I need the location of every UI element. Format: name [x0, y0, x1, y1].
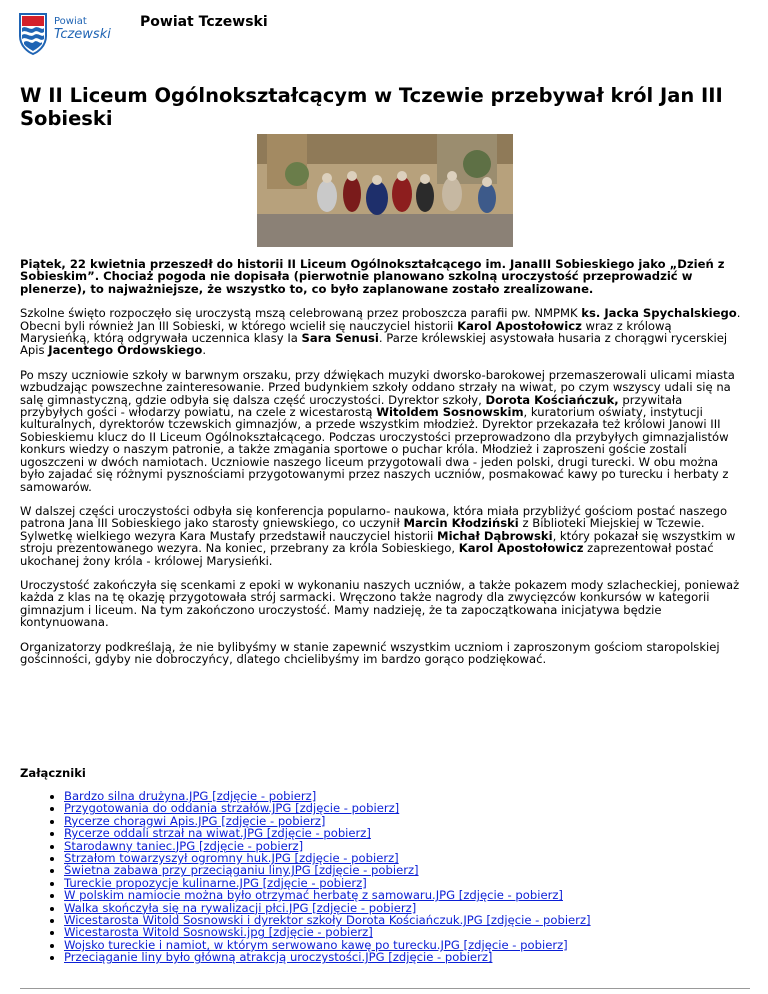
- article-lead: Piątek, 22 kwietnia przeszedł do historii II Liceum Ogólnokształcącego im. JanaIII Sobieskiego jako „Dzień z Sobieskim”. Chociaż pogoda nie dopisała (pierwotnie planowano szkolną uroczystość przeprowadzić w plenerze), to najważniejsze, że wszystko to, co było zaplanowane zostało zrealizowane.: [20, 257, 725, 296]
- paragraph-3: W dalszej części uroczystości odbyła się konferencja popularno- naukowa, która miała przybliżyć gościom postać naszego patrona Jana III Sobieskiego jako starosty gniewskiego, co uczynił Marcin Kłodziński z Biblioteki Miejskiej w Tczewie. Sylwetkę wielkiego wezyra Kara Mustafy przedstawił nauczyciel historii Michał Dąbrowski, który pokazał się wszystkim w stroju prezentowanego wezyra. Na koniec, przebrany za króla Sobieskiego, Karol Apostołowicz zaprezentował postać ukochanej żony króla - królowej Marysieńki.: [20, 503, 736, 568]
- footer-divider: [20, 988, 750, 989]
- attachment-link[interactable]: Starodawny taniec.JPG [zdjęcie - pobierz]: [64, 838, 304, 853]
- attachment-link[interactable]: Walka skończyła się na rywalizacji płci.JPG [zdjęcie - pobierz]: [64, 900, 417, 915]
- attachments-list: [46, 790, 591, 964]
- page-header: [0, 0, 768, 60]
- site-name: Powiat Tczewski: [140, 14, 268, 30]
- attachment-link[interactable]: Świetna zabawa przy przeciąganiu liny.JPG [zdjęcie - pobierz]: [64, 863, 419, 878]
- paragraph-1: Szkolne święto rozpoczęło się uroczystą mszą celebrowaną przez proboszcza parafii pw. NMPMK ks. Jacka Spychalskiego. Obecni byli również Jan III Sobieski, w którego wcielił się nauczyciel historii Karol Apostołowicz wraz z królową Marysieńką, którą odgrywała uczennica klasy Ia Sara Senusi. Parze królewskiej asystowała husaria z chorągwi rycerskiej Apis Jacentego Ordowskiego.: [20, 306, 741, 358]
- paragraph-2: Po mszy uczniowie szkoły w barwnym orszaku, przy dźwiękach muzyki dworsko-barokowej przemaszerowali ulicami miasta wzbudzając powszechne zainteresowanie. Przed budynkiem szkoły oddano strzały na wiwat, po czym wszyscy udali się na salę gimnastyczną, gdzie odbyła się dalsza część uroczystości. Dyrektor szkoły, Dorota Kościańczuk, przywitała przybyłych gości - włodarzy powiatu, na czele z wicestarostą Witoldem Sosnowskim, kuratorium oświaty, instytucji kulturalnych, dyrektorów tczewskich gimnazjów, a przede wszystkim młodzież. Dyrektor przekazała też królowi Janowi III Sobieskiemu klucz do II Liceum Ogólnokształcącego. Podczas uroczystości przeprowadzono dla przybyłych gimnazjalistów konkurs wiedzy o naszym patronie, a także zmagania sportowe o puchar króla. Młodzież i zaproszeni goście zostali ugoszczeni w dwóch namiotach. Uczniowie naszego liceum przygotowali dwa - jeden polski, drugi turecki. W obu można było zajadać się różnymi pysznościami przygotowanymi przez naszych uczniów, posmakować kawy po turecku i herbaty z samowarów.: [20, 367, 735, 494]
- article-title: W II Liceum Ogólnokształcącym w Tczewie przebywał król Jan III Sobieski: [20, 84, 723, 130]
- paragraph-5: Organizatorzy podkreślają, że nie bylibyśmy w stanie zapewnić wszystkim uczniom i zaproszonym gościom staropolskiej gościnności, gdyby nie dobroczyńcy, dlatego chcielibyśmy im bardzo gorąco podziękować.: [20, 639, 720, 666]
- logo-text-powiat: Powiat: [54, 16, 87, 27]
- attachment-link[interactable]: Tureckie propozycje kulinarne.JPG [zdjęcie - pobierz]: [64, 875, 367, 890]
- attachment-link[interactable]: Bardzo silna drużyna.JPG [zdjęcie - pobierz]: [64, 789, 317, 803]
- attachment-link[interactable]: W polskim namiocie można było otrzymać herbatę z samowaru.JPG [zdjęcie - pobierz]: [64, 888, 563, 903]
- attachment-link[interactable]: Wicestarosta Witold Sosnowski.jpg [zdjęcie - pobierz]: [64, 925, 373, 940]
- attachment-link[interactable]: Wojsko tureckie i namiot, w którym serwowano kawę po turecku.JPG [zdjęcie - pobierz]: [64, 937, 568, 952]
- logo-text-tczewski: Tczewski: [54, 27, 111, 42]
- paragraph-4: Uroczystość zakończyła się scenkami z epoki w wykonaniu naszych uczniów, a także pokazem mody szlacheckiej, ponieważ każda z klas na tę okazję przygotowała strój sarmacki. Wręczono także nagrody dla zwycięzców konkursów w kategorii gimnazjum i liceum. Na tym zakończono uroczystość. Mamy nadzieję, że ta zapoczątkowana inicjatywa będzie kontynuowana.: [20, 577, 740, 630]
- article-photo: [257, 134, 513, 247]
- attachment-link[interactable]: Przygotowania do oddania strzałów.JPG [zdjęcie - pobierz]: [64, 801, 400, 816]
- attachments-heading: Załączniki: [20, 766, 86, 780]
- powiat-tczewski-logo[interactable]: [16, 10, 120, 56]
- attachment-link[interactable]: Strzałom towarzyszył ogromny huk.JPG [zdjęcie - pobierz]: [64, 851, 399, 866]
- attachment-link[interactable]: Rycerze chorągwi Apis.JPG [zdjęcie - pobierz]: [64, 813, 326, 828]
- article-body: [20, 258, 745, 677]
- list-item: [64, 951, 591, 963]
- attachment-link[interactable]: Rycerze oddali strzał na wiwat.JPG [zdjęcie - pobierz]: [64, 826, 371, 841]
- attachment-link[interactable]: Przeciąganie liny było główną atrakcją uroczystości.JPG [zdjęcie - pobierz]: [64, 950, 493, 965]
- attachment-link[interactable]: Wicestarosta Witold Sosnowski i dyrektor szkoły Dorota Kościańczuk.JPG [zdjęcie - pobierz]: [64, 913, 591, 928]
